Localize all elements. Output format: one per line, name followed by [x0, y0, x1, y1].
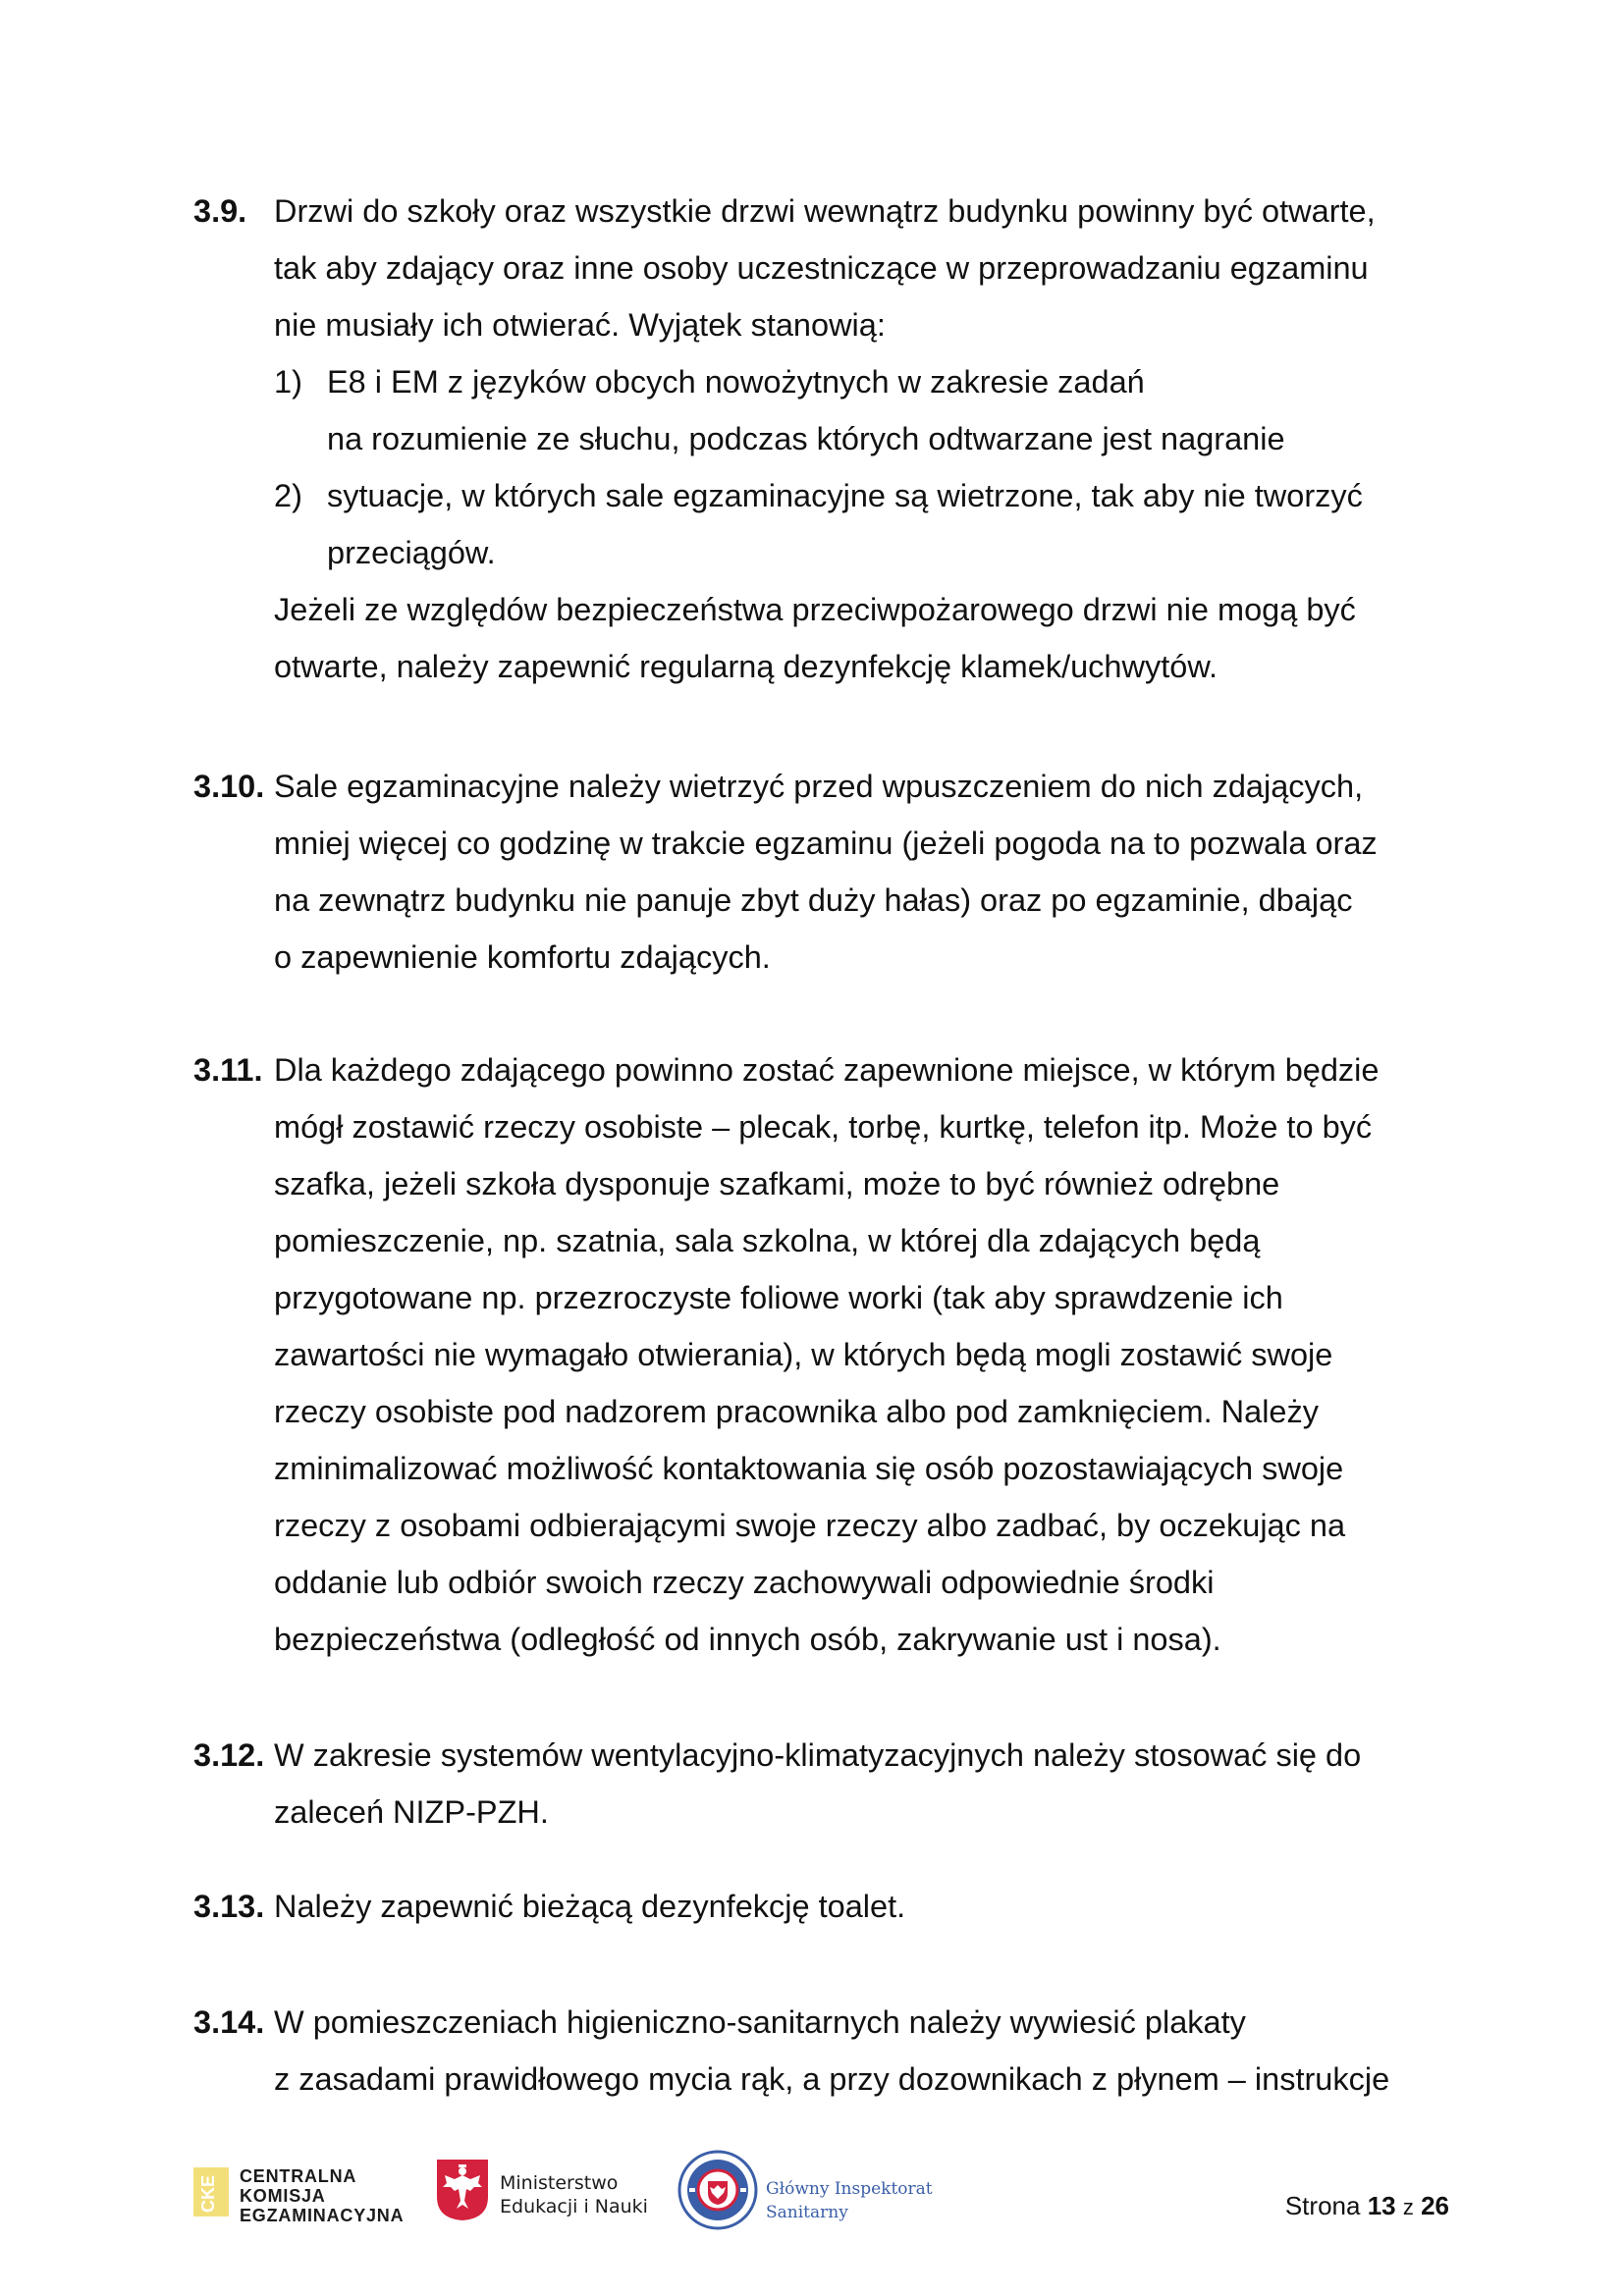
- section-3-14: [193, 1994, 1440, 2108]
- section-number: 3.10.: [193, 769, 265, 804]
- paragraph-line: zawartości nie wymagało otwierania), w których będą mogli zostawić swoje: [274, 1337, 1333, 1372]
- page-number: [1285, 2191, 1449, 2221]
- section-body: [274, 1994, 1440, 2108]
- section-3-10: [193, 758, 1440, 986]
- page-label: Strona: [1284, 2191, 1361, 2220]
- section-number: 3.13.: [193, 1889, 265, 1924]
- page-separator: z: [1402, 2195, 1414, 2219]
- total-pages: 26: [1421, 2191, 1449, 2220]
- section-body: [274, 1727, 1440, 1841]
- men-logo-line: Ministerstwo: [500, 2172, 619, 2194]
- paragraph-line: pomieszczenie, np. szatnia, sala szkolna, w której dla zdających będą: [274, 1223, 1261, 1258]
- section-number: 3.12.: [193, 1737, 265, 1773]
- section-3-12: [193, 1727, 1440, 1841]
- section-number: 3.11.: [193, 1052, 263, 1088]
- cke-logo: [193, 2160, 409, 2225]
- list-marker: 2): [274, 478, 302, 513]
- gis-logo-text: [766, 2177, 933, 2224]
- paragraph-line: oddanie lub odbiór swoich rzeczy zachowywali odpowiednie środki: [274, 1565, 1215, 1600]
- gis-logo: [677, 2150, 933, 2232]
- paragraph-line: Drzwi do szkoły oraz wszystkie drzwi wewnątrz budynku powinny być otwarte,: [274, 193, 1376, 229]
- list-item-line: przeciągów.: [327, 535, 496, 570]
- section-body: [274, 1041, 1440, 1668]
- list-item: [274, 467, 1440, 581]
- paragraph-line: mniej więcej co godzinę w trakcie egzaminu (jeżeli pogoda na to pozwala oraz: [274, 826, 1378, 861]
- section-number: 3.14.: [193, 2004, 265, 2040]
- men-logo-text: [500, 2171, 648, 2218]
- paragraph-line: na zewnątrz budynku nie panuje zbyt duży hałas) oraz po egzaminie, dbając: [274, 882, 1353, 918]
- gis-logo-line: Sanitarny: [766, 2203, 848, 2222]
- paragraph-line: tak aby zdający oraz inne osoby uczestniczące w przeprowadzaniu egzaminu: [274, 250, 1369, 286]
- paragraph-line: o zapewnienie komfortu zdających.: [274, 939, 771, 975]
- page-footer: [0, 2140, 1624, 2258]
- list-item-line: na rozumienie ze słuchu, podczas których odtwarzane jest nagranie: [327, 421, 1285, 456]
- men-logo: [435, 2158, 651, 2226]
- cke-logo-line: KOMISJA: [240, 2186, 326, 2206]
- cke-logo-line: EGZAMINACYJNA: [240, 2206, 405, 2225]
- current-page: 13: [1367, 2191, 1396, 2220]
- paragraph-line: bezpieczeństwa (odległość od innych osób, zakrywanie ust i nosa).: [274, 1622, 1221, 1657]
- section-body: [274, 758, 1440, 986]
- list-marker: 1): [274, 364, 302, 400]
- section-body: [274, 183, 1440, 695]
- paragraph-line: zaleceń NIZP-PZH.: [274, 1794, 549, 1830]
- cke-mark-icon: [193, 2167, 229, 2216]
- gis-logo-line: Główny Inspektorat: [766, 2179, 933, 2199]
- paragraph-line: szafka, jeżeli szkoła dysponuje szafkami, może to być również odrębne: [274, 1166, 1280, 1201]
- paragraph-line: W zakresie systemów wentylacyjno-klimatyzacyjnych należy stosować się do: [274, 1737, 1362, 1773]
- paragraph-line: otwarte, należy zapewnić regularną dezynfekcję klamek/uchwytów.: [274, 649, 1218, 684]
- cke-mark-text: CKE: [198, 2174, 218, 2213]
- section-3-13: [193, 1878, 1440, 1935]
- paragraph-line: Jeżeli ze względów bezpieczeństwa przeciwpożarowego drzwi nie mogą być: [274, 592, 1356, 627]
- paragraph-line: przygotowane np. przezroczyste foliowe worki (tak aby sprawdzenie ich: [274, 1280, 1283, 1315]
- section-3-11: [193, 1041, 1440, 1668]
- eagle-emblem-icon: [435, 2158, 490, 2222]
- paragraph-line: rzeczy z osobami odbierającymi swoje rzeczy albo zadbać, by oczekując na: [274, 1508, 1346, 1543]
- list-item-line: sytuacje, w których sale egzaminacyjne są wietrzone, tak aby nie tworzyć: [327, 478, 1363, 513]
- section-3-9: [193, 183, 1440, 695]
- cke-logo-line: CENTRALNA: [240, 2166, 357, 2186]
- list-item-line: E8 i EM z języków obcych nowożytnych w zakresie zadań: [327, 364, 1145, 400]
- sanitary-inspection-seal-icon: [677, 2150, 758, 2230]
- list-item: [274, 353, 1440, 467]
- men-logo-line: Edukacji i Nauki: [500, 2196, 648, 2217]
- paragraph-line: Należy zapewnić bieżącą dezynfekcję toalet.: [274, 1889, 906, 1924]
- paragraph-line: zminimalizować możliwość kontaktowania się osób pozostawiających swoje: [274, 1451, 1344, 1486]
- paragraph-line: z zasadami prawidłowego mycia rąk, a przy dozownikach z płynem – instrukcje: [274, 2061, 1390, 2097]
- paragraph-line: rzeczy osobiste pod nadzorem pracownika albo pod zamknięciem. Należy: [274, 1394, 1319, 1429]
- section-body: [274, 1878, 1440, 1935]
- paragraph-line: mógł zostawić rzeczy osobiste – plecak, torbę, kurtkę, telefon itp. Może to być: [274, 1109, 1373, 1145]
- paragraph-line: Sale egzaminacyjne należy wietrzyć przed wpuszczeniem do nich zdających,: [274, 769, 1364, 804]
- paragraph-line: nie musiały ich otwierać. Wyjątek stanowią:: [274, 307, 886, 343]
- section-number: 3.9.: [193, 193, 247, 229]
- paragraph-line: W pomieszczeniach higieniczno-sanitarnych należy wywiesić plakaty: [274, 2004, 1246, 2040]
- paragraph-line: Dla każdego zdającego powinno zostać zapewnione miejsce, w którym będzie: [274, 1052, 1380, 1088]
- cke-logo-text: [240, 2166, 404, 2225]
